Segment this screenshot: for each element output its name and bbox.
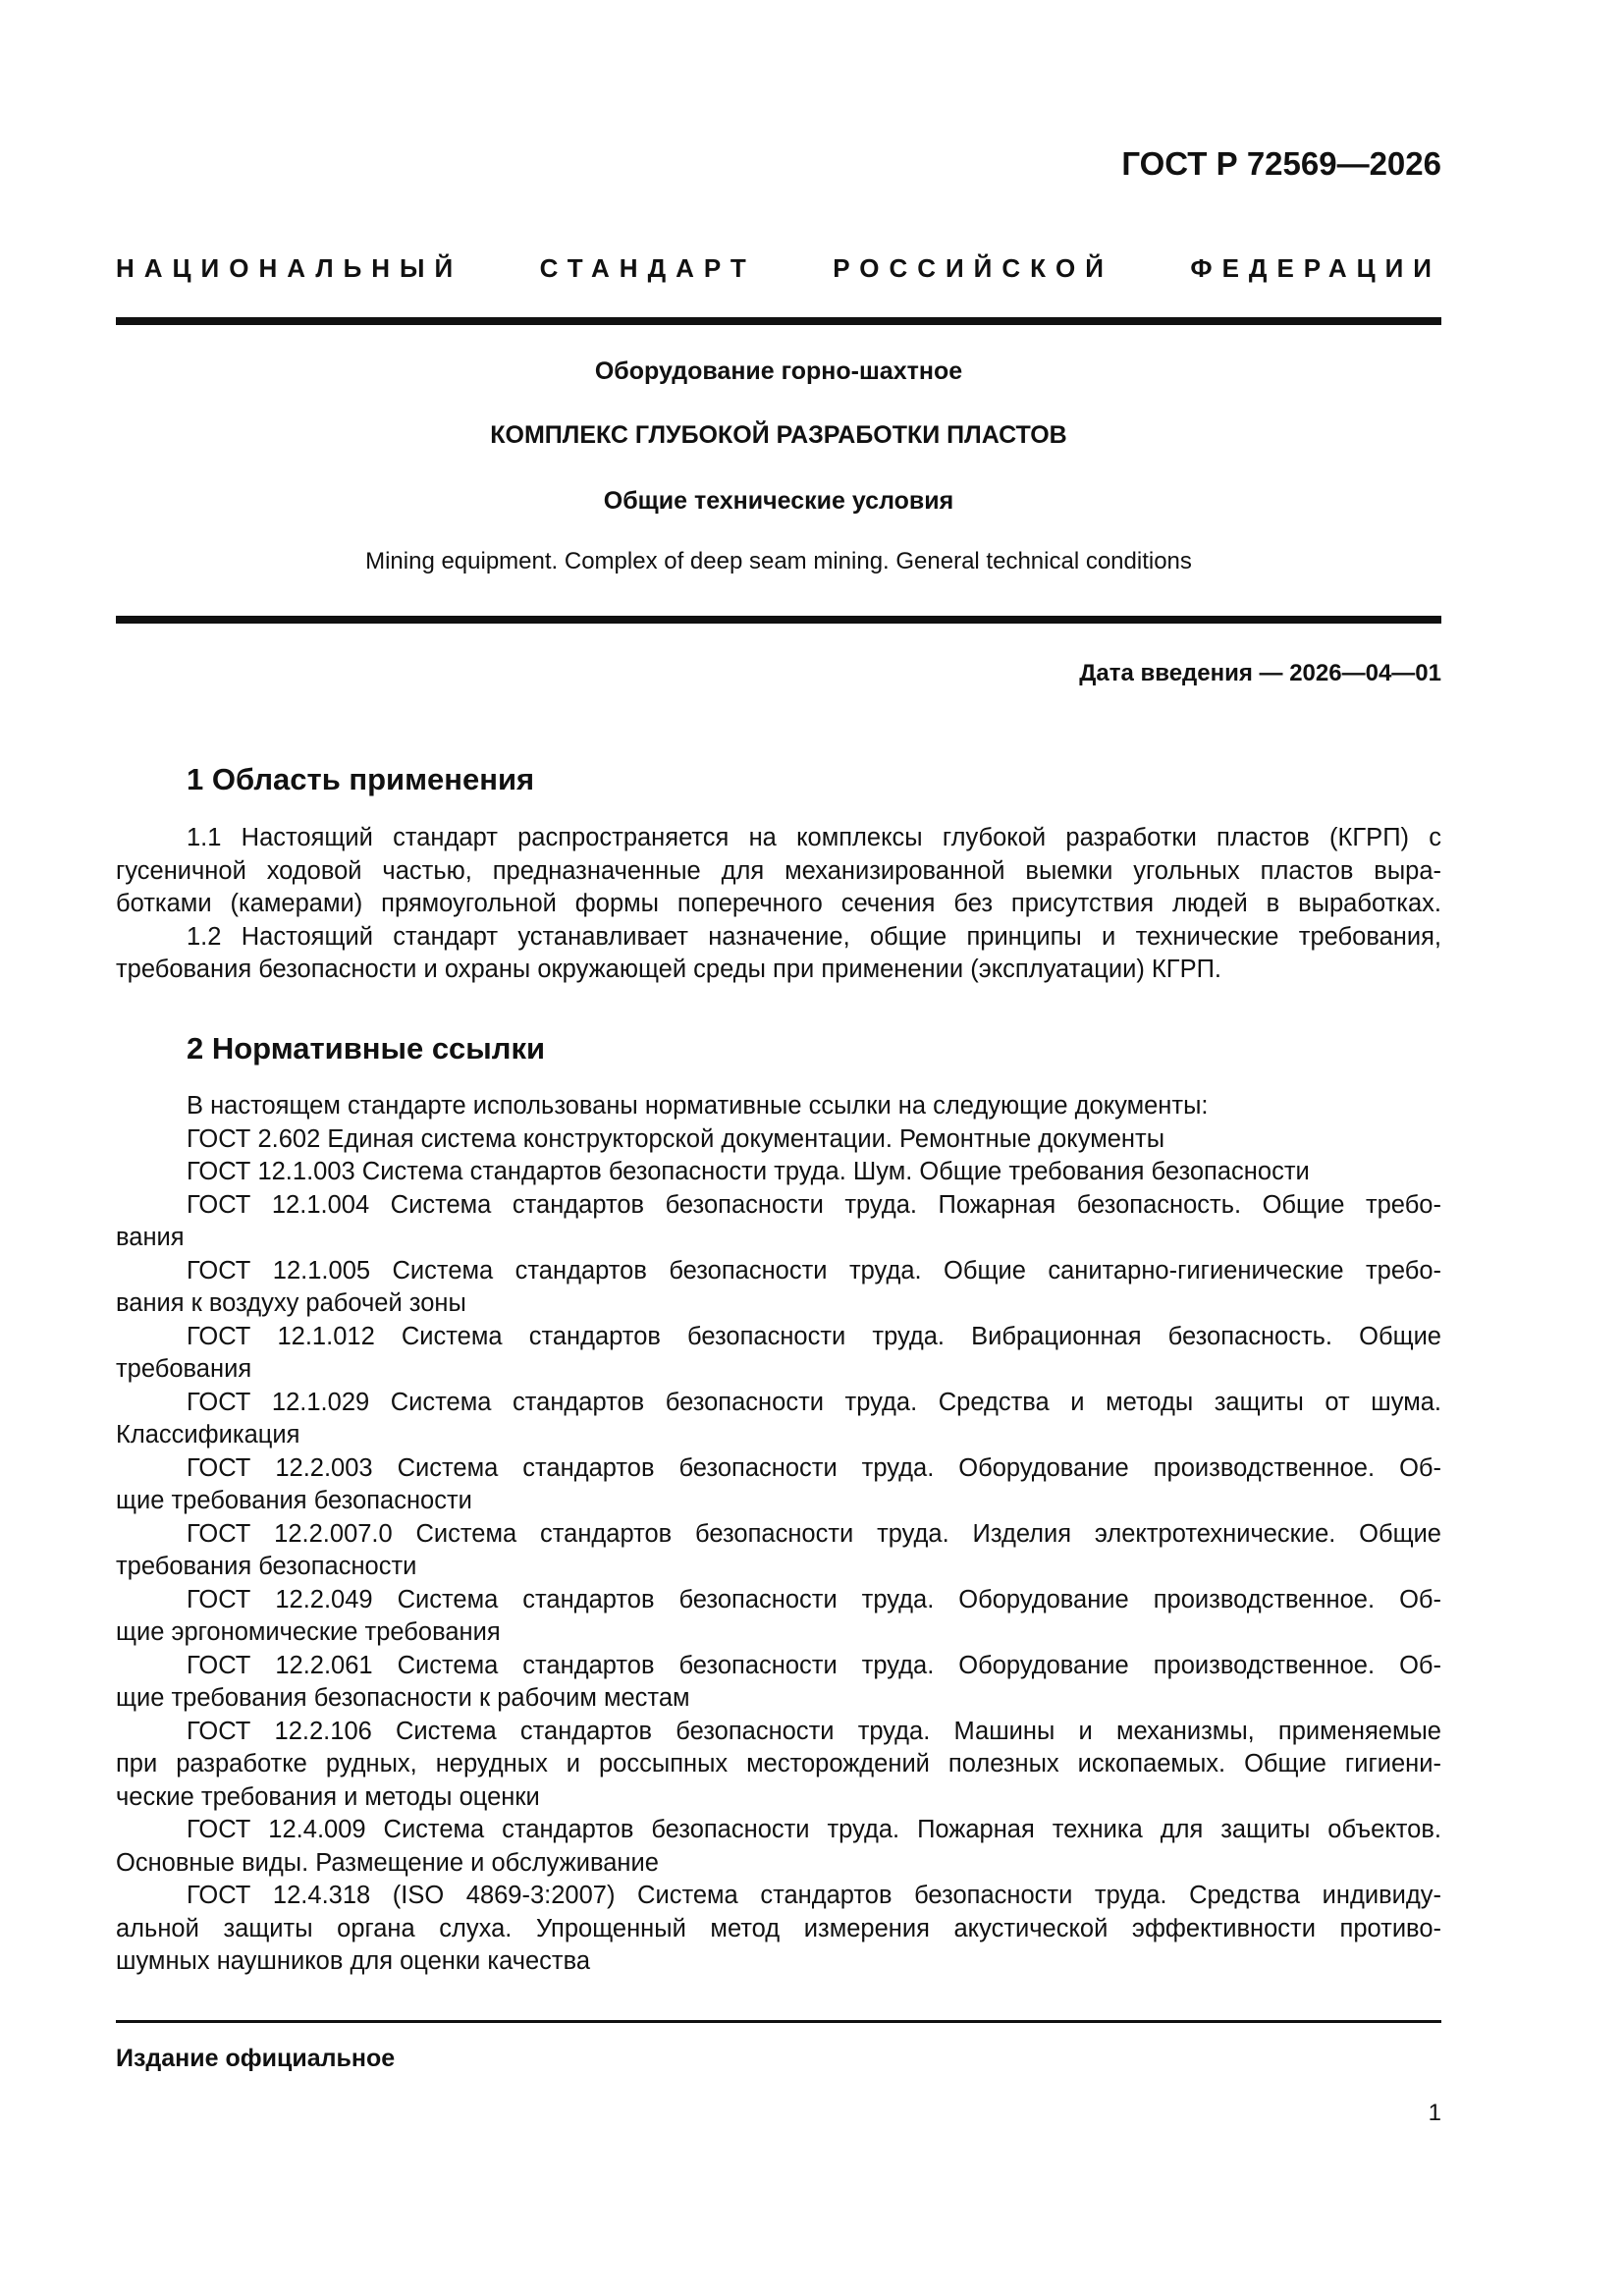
introduction-date: Дата введения — 2026—04—01 <box>1079 660 1441 686</box>
text-line: гусеничной ходовой частью, предназначенные для механизированной выемки угольных пластов выра- <box>116 856 1441 885</box>
edition-label: Издание официальное <box>116 2045 396 2072</box>
reference-line: при разработке рудных, нерудных и россыпных месторождений полезных ископаемых. Общие гигиени- <box>116 1750 1441 1777</box>
reference-line: ческие требования и методы оценки <box>116 1782 540 1811</box>
reference-line: ГОСТ 12.2.061 Система стандартов безопасности труда. Оборудование производственное. Об- <box>187 1651 1441 1679</box>
text-line: 1.1 Настоящий стандарт распространяется на комплексы глубокой разработки пластов (КГРП) с <box>187 824 1441 851</box>
text-line: ботками (камерами) прямоугольной формы поперечного сечения без присутствия людей в выработках. <box>116 890 1441 917</box>
reference-line: ГОСТ 12.1.004 Система стандартов безопасности труда. Пожарная безопасность. Общие требо- <box>187 1190 1441 1219</box>
reference-line: шумных наушников для оценки качества <box>116 1947 591 1975</box>
text-line: В настоящем стандарте использованы нормативные ссылки на следующие документы: <box>187 1092 1209 1120</box>
national-standard-caption: НАЦИОНАЛЬНЫЙ СТАНДАРТ РОССИЙСКОЙ ФЕДЕРАЦИИ <box>116 253 1441 283</box>
standard-designation: ГОСТ Р 72569—2026 <box>1121 145 1441 182</box>
reference-line: альной защиты органа слуха. Упрощенный метод измерения акустической эффективности противо- <box>116 1914 1441 1942</box>
reference-line: ГОСТ 12.2.003 Система стандартов безопасности труда. Оборудование производственное. Об- <box>187 1453 1441 1482</box>
header-rule-top <box>116 317 1441 325</box>
reference-line: ГОСТ 12.4.318 (ISO 4869-3:2007) Система стандартов безопасности труда. Средства индивиду- <box>187 1882 1441 1909</box>
reference-line: ГОСТ 2.602 Единая система конструкторской документации. Ремонтные документы <box>187 1124 1165 1153</box>
footer-rule <box>116 2020 1441 2023</box>
reference-line: щие эргономические требования <box>116 1618 501 1646</box>
reference-line: ГОСТ 12.4.009 Система стандартов безопасности труда. Пожарная техника для защиты объектов. <box>187 1816 1441 1843</box>
section-1-body <box>116 822 1441 987</box>
reference-line: ГОСТ 12.1.005 Система стандартов безопасности труда. Общие санитарно-гигиенические требо- <box>187 1256 1441 1285</box>
reference-line: Классификация <box>116 1421 300 1449</box>
reference-line: ГОСТ 12.1.012 Система стандартов безопасности труда. Вибрационная безопасность. Общие <box>187 1322 1441 1350</box>
section-1-heading: 1 Область применения <box>187 762 535 796</box>
text-line: 1.2 Настоящий стандарт устанавливает назначение, общие принципы и технические требования, <box>187 922 1441 951</box>
title-english: Mining equipment. Complex of deep seam mining. General technical conditions <box>365 548 1192 574</box>
reference-line: требования <box>116 1355 252 1383</box>
reference-line: требования безопасности <box>116 1553 417 1580</box>
header-rule-bottom <box>116 616 1441 624</box>
reference-line: ГОСТ 12.1.029 Система стандартов безопасности труда. Средства и методы защиты от шума. <box>187 1388 1441 1416</box>
section-2-heading: 2 Нормативные ссылки <box>187 1031 546 1066</box>
reference-line: ГОСТ 12.2.049 Система стандартов безопасности труда. Оборудование производственное. Об- <box>187 1585 1441 1613</box>
reference-line: вания <box>116 1224 185 1251</box>
title-main: КОМПЛЕКС ГЛУБОКОЙ РАЗРАБОТКИ ПЛАСТОВ <box>490 421 1067 449</box>
reference-line: вания к воздуху рабочей зоны <box>116 1289 466 1317</box>
reference-line: ГОСТ 12.1.003 Система стандартов безопасности труда. Шум. Общие требования безопасности <box>187 1158 1310 1185</box>
title-sub: Общие технические условия <box>603 487 954 515</box>
reference-line: щие требования безопасности <box>116 1487 472 1514</box>
reference-line: щие требования безопасности к рабочим местам <box>116 1684 690 1712</box>
page-number: 1 <box>1428 2100 1441 2126</box>
reference-line: ГОСТ 12.2.106 Система стандартов безопасности труда. Машины и механизмы, применяемые <box>187 1717 1441 1745</box>
text-line: требования безопасности и охраны окружающей среды при применении (эксплуатации) КГРП. <box>116 956 1221 983</box>
title-group: Оборудование горно-шахтное <box>594 357 963 385</box>
reference-line: ГОСТ 12.2.007.0 Система стандартов безопасности труда. Изделия электротехнические. Общие <box>187 1519 1441 1548</box>
reference-line: Основные виды. Размещение и обслуживание <box>116 1848 659 1877</box>
section-2-body <box>116 1090 1441 1979</box>
